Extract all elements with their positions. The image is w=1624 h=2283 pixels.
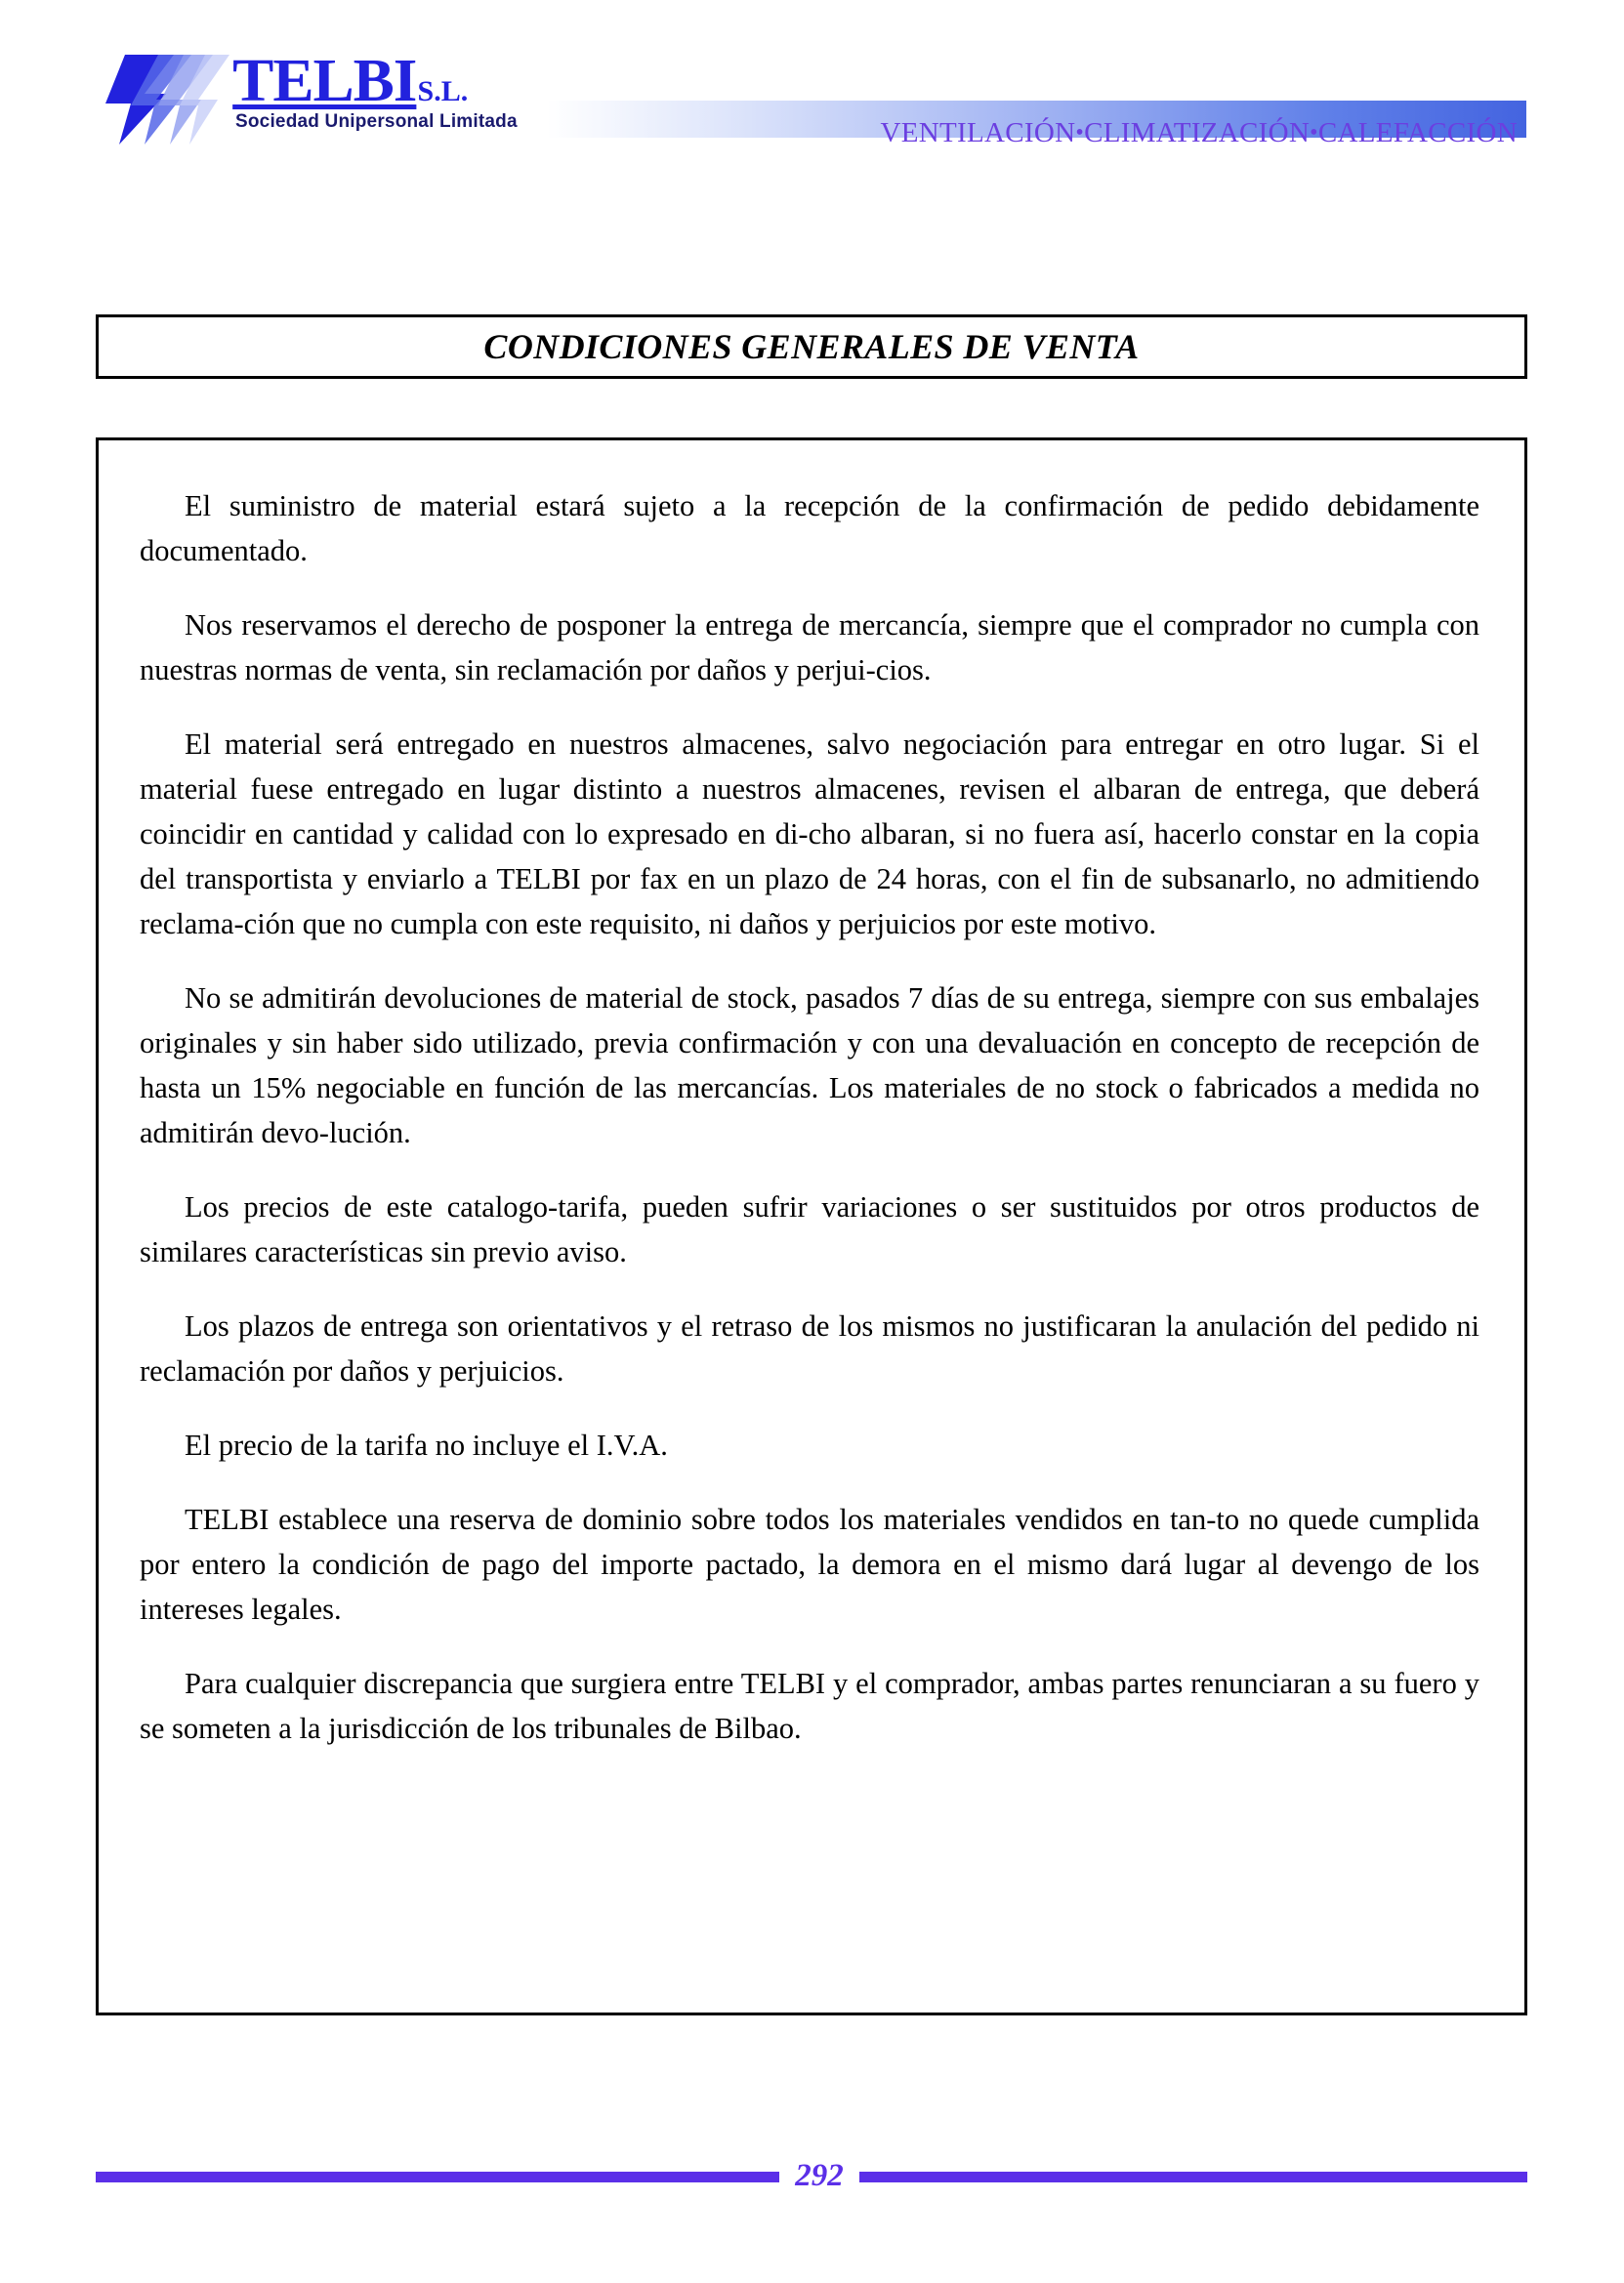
footer-rule-left [96, 2172, 779, 2182]
tagline-item-calefaccion: CALEFACCIÓN [1317, 117, 1518, 148]
terms-paragraph: El precio de la tarifa no incluye el I.V.A. [185, 1429, 668, 1462]
page-header [0, 0, 1624, 181]
terms-paragraph: TELBI establece una reserva de dominio sobre todos los materiales vendidos en tan-to no quede cumplida por entero la condición de pago del importe pactado, la demora en el mismo dará lugar al devengo de los intereses legales. [140, 1503, 1479, 1626]
header-tagline [586, 117, 1523, 149]
company-logo [98, 47, 518, 154]
terms-paragraph: Los precios de este catalogo-tarifa, pueden sufrir variaciones o ser sustituidos por otros productos de similares características sin previo aviso. [140, 1190, 1479, 1268]
logo-subtitle: Sociedad Unipersonal Limitada [235, 111, 518, 132]
logo-wordmark [234, 47, 468, 116]
terms-paragraph: El material será entregado en nuestros almacenes, salvo negociación para entregar en otro lugar. Si el material fuese entregado en lugar distinto a nuestros almacenes, revisen el albaran de entrega, que deberá coincidir en cantidad y calidad con lo expresado en di-cho albaran, si no fuera así, hacerlo constar en la copia del transportista y enviarlo a TELBI por fax en un plazo de 24 horas, con el fin de subsanarlo, no admitiendo reclama-ción que no cumpla con este requisito, ni daños y perjuicios por este motivo. [140, 727, 1479, 940]
tagline-item-climatizacion: CLIMATIZACIÓN [1084, 117, 1311, 148]
terms-paragraph: Nos reservamos el derecho de posponer la entrega de mercancía, siempre que el comprador no cumpla con nuestras normas de venta, sin reclamación por daños y perjui-cios. [140, 608, 1479, 686]
page-title: CONDICIONES GENERALES DE VENTA [483, 327, 1140, 366]
terms-paragraph: No se admitirán devoluciones de material de stock, pasados 7 días de su entrega, siempre con sus embalajes originales y sin haber sido utilizado, previa confirmación y con una devaluación en concepto de recepción de hasta un 15% negociable en función de las mercancías. Los materiales de no stock o fabricados a medida no admitirán devo-lución. [140, 981, 1479, 1149]
tagline-item-ventilacion: VENTILACIÓN [880, 117, 1076, 148]
terms-paragraph-list [140, 483, 1479, 1751]
tagline-separator-icon: • [1310, 120, 1318, 145]
logo-suffix-text: S.L. [417, 75, 469, 107]
lightning-bolt-icon [98, 55, 229, 145]
footer-rule-right [859, 2172, 1527, 2182]
terms-paragraph: Los plazos de entrega son orientativos y el retraso de los mismos no justificaran la anulación del pedido ni reclamación por daños y perjuicios. [140, 1309, 1479, 1388]
page-number: 292 [795, 2158, 844, 2193]
terms-content-box [96, 437, 1527, 2015]
tagline-separator-icon: • [1075, 120, 1085, 145]
page-footer [0, 2160, 1624, 2199]
logo-brand-text: TELBI [232, 48, 417, 114]
page-title-box [96, 314, 1527, 379]
terms-paragraph: El suministro de material estará sujeto a la recepción de la confirmación de pedido debidamente documentado. [140, 489, 1479, 567]
terms-paragraph: Para cualquier discrepancia que surgiera entre TELBI y el comprador, ambas partes renunciaran a su fuero y se someten a la jurisdicción de los tribunales de Bilbao. [140, 1667, 1479, 1745]
